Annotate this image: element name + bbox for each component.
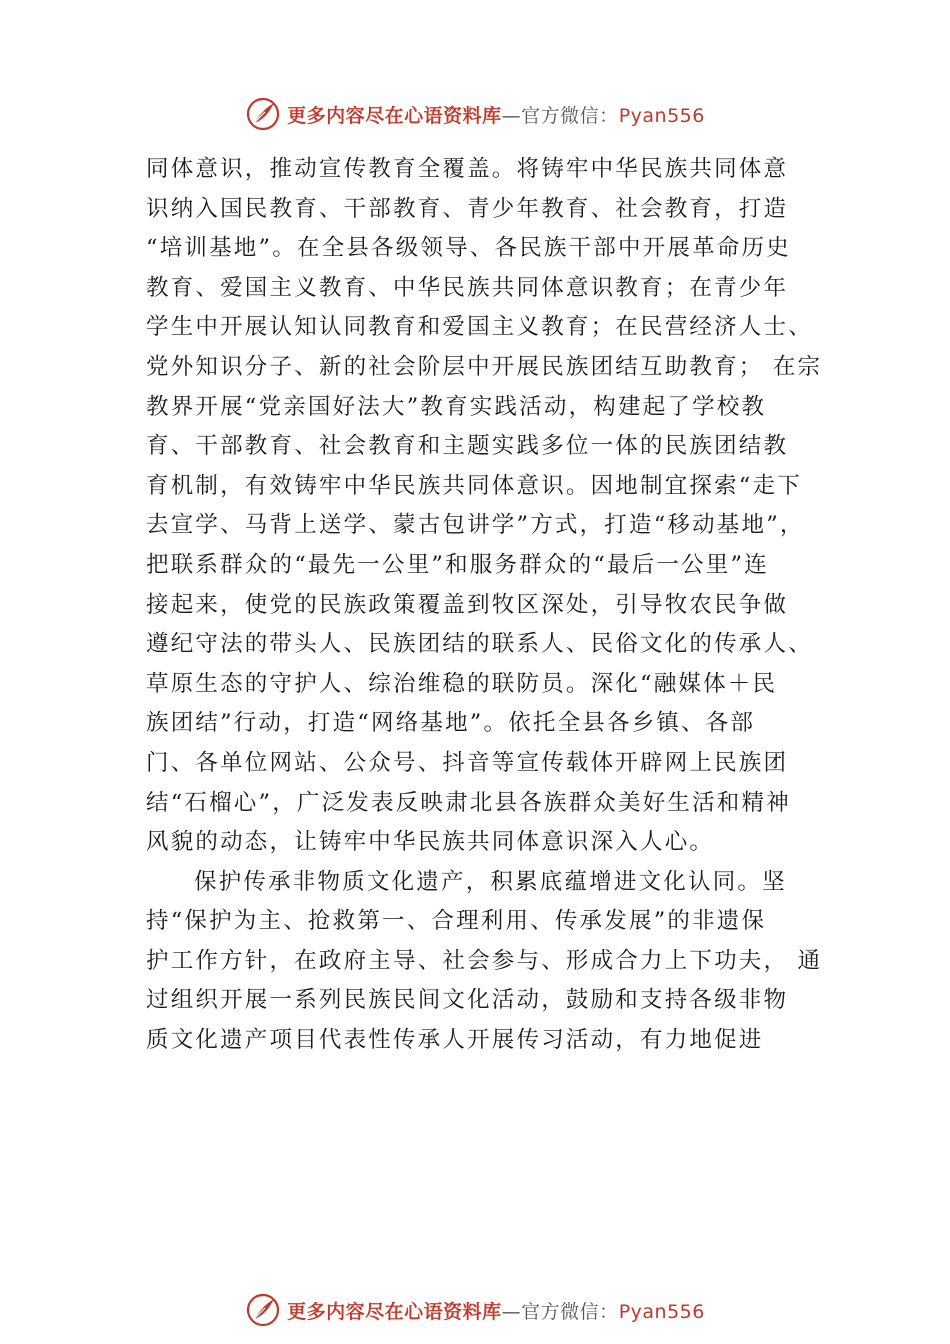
text-line: 把联系群众的“最先一公里”和服务群众的“最后一公里”连 (146, 551, 769, 578)
header-wechat-id: Pyan556 (618, 104, 705, 127)
feather-pen-logo-icon (245, 1292, 281, 1328)
text-line: 党外知识分子、新的社会阶层中开展民族团结互助教育； 在宗 (146, 353, 823, 380)
text-line: 育、干部教育、社会教育和主题实践多位一体的民族团结教 (146, 433, 789, 460)
text-line: 教育、爱国主义教育、中华民族共同体意识教育；在青少年 (146, 274, 789, 301)
text-line: 去宣学、马背上送学、蒙古包讲学”方式，打造“移动基地”， (146, 512, 805, 539)
text-line: 风貌的动态，让铸牢中华民族共同体意识深入人心。 (146, 829, 715, 856)
feather-pen-logo-icon (245, 96, 281, 132)
text-line: 育机制，有效铸牢中华民族共同体意识。因地制宜探索“走下 (146, 472, 802, 499)
text-line: 识纳入国民教育、干部教育、青少年教育、社会教育，打造 (146, 195, 789, 222)
header-brand: 更多内容尽在心语资料库 (287, 104, 502, 127)
text-line: 质文化遗产项目代表性传承人开展传习活动，有力地促进 (146, 1027, 764, 1054)
text-line: “培训基地”。在全县各级领导、各民族干部中开展革命历史 (146, 235, 791, 262)
text-line: 学生中开展认知认同教育和爱国主义教育；在民营经济人士、 (146, 314, 813, 341)
text-line: 草原生态的守护人、综治维稳的联防员。深化“融媒体＋民 (146, 670, 778, 697)
text-line: 门、各单位网站、公众号、抖音等宣传载体开辟网上民族团 (146, 749, 789, 776)
header-wechat-label: —官方微信： (501, 104, 619, 127)
paragraph-first-line: 保护传承非物质文化遗产，积累底蕴增进文化认同。坚 (194, 868, 787, 895)
text-line: 族团结”行动，打造“网络基地”。依托全县各乡镇、各部 (146, 710, 756, 737)
header-banner-text (287, 101, 705, 128)
text-line: 持“保护为主、抢救第一、合理利用、传承发展”的非遗保 (146, 908, 767, 935)
text-line: 教界开展“党亲国好法大”教育实践活动，构建起了学校教 (146, 393, 767, 420)
text-line: 结“石榴心”，广泛发表反映肃北县各族群众美好生活和精神 (146, 789, 791, 816)
text-line: 同体意识，推动宣传教育全覆盖。将铸牢中华民族共同体意 (146, 156, 789, 182)
text-line: 护工作方针，在政府主导、社会参与、形成合力上下功夫， 通 (146, 947, 823, 974)
footer-banner-text (287, 1297, 705, 1324)
document-body (146, 150, 826, 1061)
footer-banner (0, 1288, 950, 1332)
text-line: 接起来，使党的民族政策覆盖到牧区深处，引导牧农民争做 (146, 591, 789, 618)
text-line: 过组织开展一系列民族民间文化活动，鼓励和支持各级非物 (146, 987, 789, 1014)
text-line: 遵纪守法的带头人、民族团结的联系人、民俗文化的传承人、 (146, 631, 813, 658)
footer-wechat-label: —官方微信： (501, 1300, 619, 1323)
footer-brand: 更多内容尽在心语资料库 (287, 1300, 502, 1323)
header-banner (0, 92, 950, 136)
footer-wechat-id: Pyan556 (618, 1300, 705, 1323)
